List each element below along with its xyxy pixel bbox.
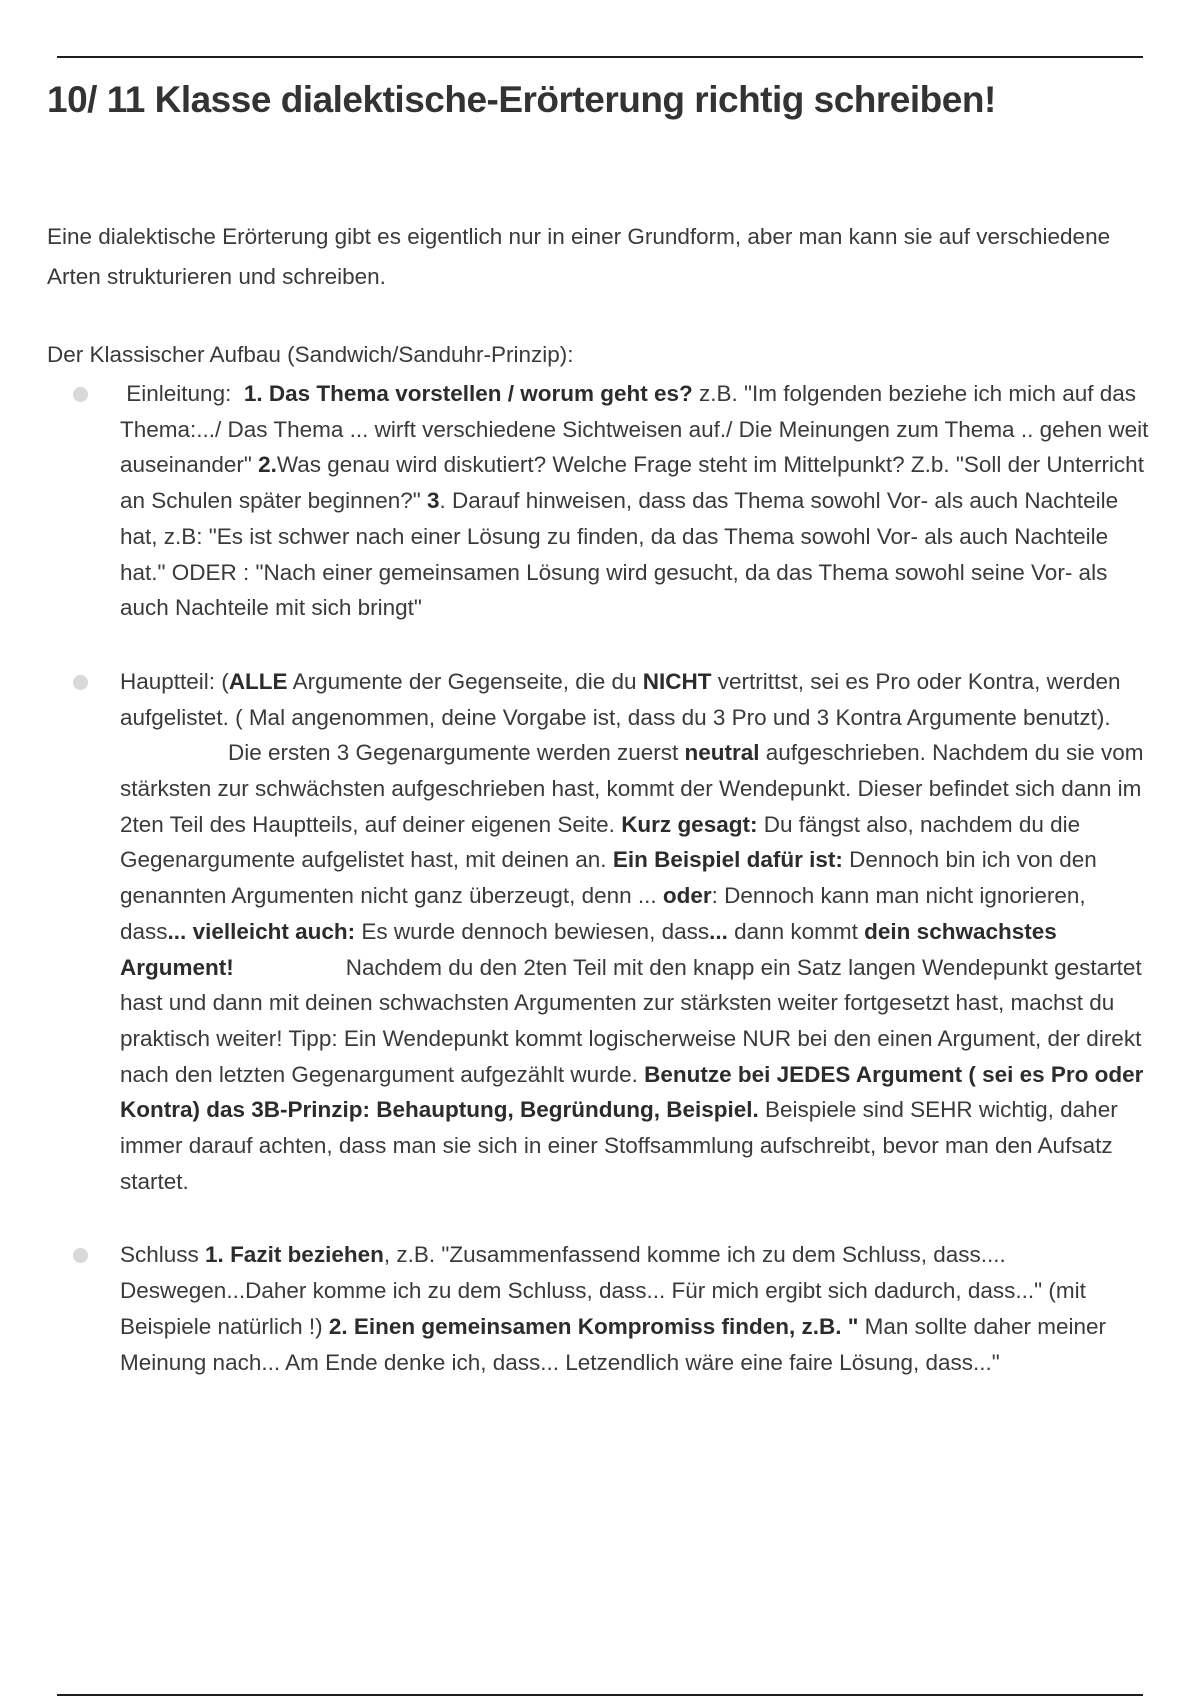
bullet-icon — [73, 1248, 88, 1263]
page-title: 10/ 11 Klasse dialektische-Erörterung richtig schreiben! — [47, 79, 996, 120]
bullet-icon — [73, 675, 88, 690]
bottom-divider — [57, 1694, 1143, 1696]
list-item-hauptteil — [0, 664, 1157, 1200]
bullet-icon — [73, 387, 88, 402]
list-item-einleitung — [0, 376, 1157, 626]
intro-paragraph: Eine dialektische Erörterung gibt es eigentlich nur in einer Grundform, aber man kann sie auf verschiedene Arten strukturieren und schreiben. — [47, 224, 1111, 289]
hauptteil-text: Hauptteil: (ALLE Argumente der Gegenseite, die du NICHT vertrittst, sei es Pro oder Kontra, werden aufgelistet. ( Mal angenommen, deine Vorgabe ist, dass du 3 Pro und 3 Kontra Argumente benutzt).Die ersten 3 Gegenargumente werden zuerst neutral aufgeschrieben. Nachdem du sie vom stärksten zur schwächsten aufgeschrieben hast, kommt der Wendepunkt. Dieser befindet sich dann im 2ten Teil des Hauptteils, auf deiner eigenen Seite. Kurz gesagt: Du fängst also, nachdem du die Gegenargumente aufgelistet hast, mit deinen an. Ein Beispiel dafür ist: Dennoch bin ich von den genannten Argumenten nicht ganz überzeugt, denn ... oder: Dennoch kann man nicht ignorieren, dass... vielleicht auch: Es wurde dennoch bewiesen, dass... dann kommt dein schwachstes Argument! Nachdem du den 2ten Teil mit den knapp ein Satz langen Wendepunkt gestartet hast und dann mit deinen schwachsten Argumenten zur stärksten weiter fortgesetzt hast, machst du praktisch weiter! Tipp: Ein Wendepunkt kommt logischerweise NUR bei den einen Argument, der direkt nach den letzten Gegenargument aufgezählt wurde. Benutze bei JEDES Argument ( sei es Pro oder Kontra) das 3B-Prinzip: Behauptung, Begründung, Beispiel. Beispiele sind SEHR wichtig, daher immer darauf achten, dass man sie sich in einer Stoffsammlung aufschreibt, bevor man den Aufsatz startet. — [120, 668, 1144, 1194]
list-item-schluss — [0, 1237, 1157, 1380]
einleitung-text: Einleitung: 1. Das Thema vorstellen / worum geht es? z.B. "Im folgenden beziehe ich mich auf das Thema:.../ Das Thema ... wirft verschiedene Sichtweisen auf./ Die Meinungen zum Thema .. gehen weit auseinander" 2.Was genau wird diskutiert? Welche Frage steht im Mittelpunkt? Z.b. "Soll der Unterricht an Schulen später beginnen?" 3. Darauf hinweisen, dass das Thema sowohl Vor- als auch Nachteile hat, z.B: "Es ist schwer nach einer Lösung zu finden, da das Thema sowohl Vor- als auch Nachteile hat." ODER : "Nach einer gemeinsamen Lösung wird gesucht, da das Thema sowohl seine Vor- als auch Nachteile mit sich bringt" — [120, 381, 1149, 621]
schluss-text: Schluss 1. Fazit beziehen, z.B. "Zusammenfassend komme ich zu dem Schluss, dass.... Deswegen...Daher komme ich zu dem Schluss, dass... Für mich ergibt sich dadurch, dass..." (mit Beispiele natürlich !) 2. Einen gemeinsamen Kompromiss finden, z.B. " Man sollte daher meiner Meinung nach... Am Ende denke ich, dass... Letzendlich wäre eine faire Lösung, dass..." — [120, 1242, 1107, 1375]
structure-list — [0, 376, 1200, 1380]
top-divider — [57, 56, 1143, 58]
section-label: Der Klassischer Aufbau (Sandwich/Sanduhr-Prinzip): — [47, 342, 574, 367]
